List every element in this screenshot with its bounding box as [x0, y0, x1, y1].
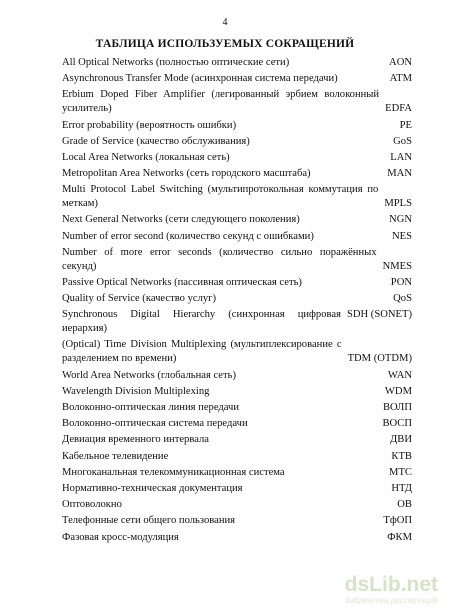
term-text: Error probability (вероятность ошибки) [62, 119, 237, 131]
table-row [62, 338, 412, 366]
term-text: Synchronous Digital Hierarchy (синхронная цифровая иерархия) [62, 309, 341, 335]
table-row [62, 230, 412, 244]
abbreviation: WAN [387, 369, 412, 381]
term-text: World Area Networks (глобальная сеть) [62, 369, 236, 381]
term-text: Фазовая кросс-модуляция [62, 531, 179, 543]
abbreviation: ВОСП [382, 418, 412, 430]
term-text: Кабельное телевидение [62, 450, 169, 462]
abbreviation-table [62, 56, 412, 547]
table-row [62, 167, 412, 181]
table-row [62, 308, 412, 336]
abbreviation: SDH (SONET) [346, 309, 412, 321]
table-row [62, 135, 412, 149]
abbreviation: ФКМ [387, 531, 412, 543]
page-title: ТАБЛИЦА ИСПОЛЬЗУЕМЫХ СОКРАЩЕНИЙ [95, 38, 355, 50]
table-row [62, 56, 412, 70]
term-text: Next General Networks (сети следующего поколения) [62, 214, 300, 226]
term-text: Волоконно-оптическая линия передачи [62, 401, 240, 413]
term-text: Asynchronous Transfer Mode (асинхронная система передачи) [62, 73, 338, 85]
abbreviation: NMES [382, 260, 412, 272]
table-row [62, 385, 412, 399]
abbreviation: PE [399, 119, 412, 131]
term-text: Number of error second (количество секунд с ошибками) [62, 230, 314, 242]
term-text: Оптоволокно [62, 499, 122, 511]
table-row [62, 246, 412, 274]
term-text: Нормативно-техническая документация [62, 483, 243, 494]
abbreviation: НТД [391, 483, 412, 494]
abbreviation: КТВ [391, 450, 412, 462]
abbreviation: ATM [389, 73, 412, 85]
table-row [62, 450, 412, 464]
abbreviation: TDM (OTDM) [347, 353, 412, 365]
abbreviation: LAN [390, 151, 412, 163]
table-row [62, 119, 412, 133]
table-row [62, 482, 412, 496]
table-row [62, 72, 412, 86]
table-row [62, 292, 412, 306]
table-row [62, 417, 412, 431]
page-number: 4 [222, 17, 228, 28]
abbreviation: NGN [389, 214, 412, 226]
abbreviation: MAN [387, 168, 412, 180]
term-text: Metropolitan Area Networks (сеть городского масштаба) [62, 168, 311, 180]
table-row [62, 276, 412, 290]
abbreviation: EDFA [385, 103, 412, 115]
term-text: Passive Optical Networks (пассивная оптическая сеть) [62, 276, 302, 288]
watermark-site: dsLib.net [344, 573, 438, 596]
table-row [62, 151, 412, 165]
term-text: Local Area Networks (локальная сеть) [62, 151, 230, 163]
abbreviation: WDM [384, 385, 412, 397]
table-row [62, 369, 412, 383]
watermark-subtitle: библиотека диссертаций [345, 596, 438, 605]
abbreviation: PON [390, 276, 412, 288]
term-text: Multi Protocol Label Switching (мультипротокольная коммутация по меткам) [62, 184, 379, 210]
table-row [62, 531, 412, 545]
term-text: Quality of Service (качество услуг) [62, 293, 217, 305]
term-text: Erbium Doped Fiber Amplifier (легированный эрбием волоконный усилитель) [62, 89, 380, 115]
term-text: Многоканальная телекоммуникационная система [62, 466, 285, 478]
abbreviation: ДВИ [390, 434, 412, 446]
table-row [62, 466, 412, 480]
table-row [62, 498, 412, 512]
abbreviation: ВОЛП [382, 401, 412, 413]
term-text: All Optical Networks (полностью оптические сети) [62, 57, 290, 68]
term-text: Grade of Service (качество обслуживания) [62, 135, 250, 147]
term-text: Телефонные сети общего пользования [62, 515, 236, 527]
abbreviation: МТС [389, 466, 412, 478]
term-text: Number of more error seconds (количество сильно поражённых секунд) [62, 246, 377, 272]
term-text: (Optical) Time Division Multiplexing (мультиплексирование с разделением по времени) [62, 339, 342, 365]
abbreviation: NES [391, 230, 412, 242]
term-text: Wavelength Division Multiplexing [62, 385, 210, 397]
abbreviation: MPLS [384, 198, 412, 210]
table-row [62, 514, 412, 528]
abbreviation: GoS [393, 135, 412, 147]
table-row [62, 433, 412, 447]
watermark [318, 573, 438, 607]
term-text: Волоконно-оптическая система передачи [62, 418, 248, 430]
abbreviation: AON [389, 57, 412, 68]
abbreviation: ТфОП [383, 515, 412, 527]
abbreviation: QoS [393, 293, 412, 305]
table-row [62, 88, 412, 116]
term-text: Девиация временного интервала [62, 434, 209, 446]
abbreviation: ОВ [397, 499, 412, 511]
table-row [62, 213, 412, 227]
table-row [62, 183, 412, 211]
table-row [62, 401, 412, 415]
